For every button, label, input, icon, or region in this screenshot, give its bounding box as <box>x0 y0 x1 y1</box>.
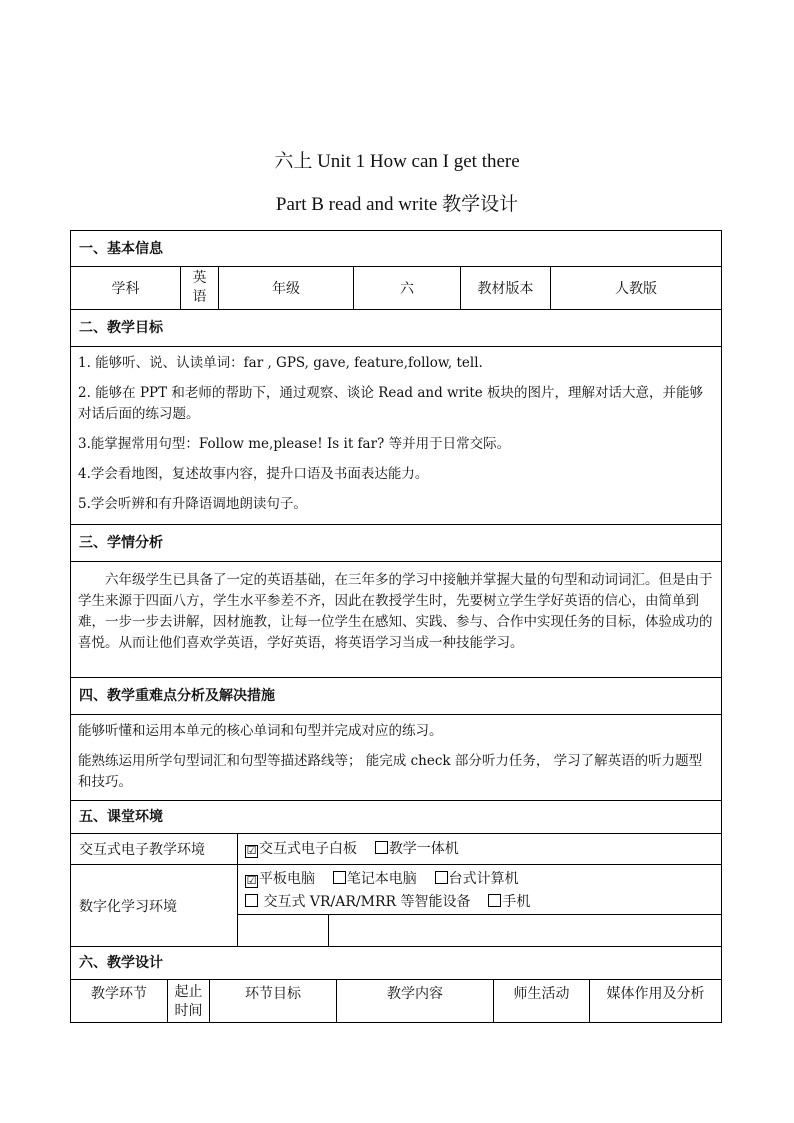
edition-value: 人教版 <box>615 281 657 297</box>
env1-option-whiteboard: 交互式电子白板 <box>259 840 357 857</box>
checkbox-icon[interactable] <box>245 894 258 907</box>
subject-value: 英语 <box>181 267 219 309</box>
empty-cell <box>238 915 329 946</box>
env1-label: 交互式电子教学环境 <box>71 834 238 864</box>
design-header-row <box>70 980 722 1023</box>
env-row-interactive <box>70 834 722 865</box>
col-time: 起止时间 <box>168 980 210 1022</box>
lesson-plan-table <box>70 230 722 1023</box>
env2-option-vr: 交互式 VR/AR/MRR 等智能设备 <box>259 894 471 910</box>
goals-body <box>70 347 722 525</box>
document-title: 六上 Unit 1 How can I get there <box>274 151 520 172</box>
col-content: 教学内容 <box>337 980 494 1022</box>
section-environment-heading: 五、课堂环境 <box>70 801 722 834</box>
goal-item: 5.学会听辨和有升降语调地朗读句子。 <box>78 496 307 512</box>
col-media: 媒体作用及分析 <box>606 986 705 1002</box>
checked-box-icon[interactable]: ☑ <box>246 843 257 857</box>
checkbox-icon[interactable] <box>435 871 448 884</box>
checked-box-icon[interactable]: ☑ <box>246 874 257 887</box>
key-point-line: 能熟练运用所学句型词汇和句型等描述路线等； 能完成 check 部分听力任务， 学习了解英语的听力题型和技巧。 <box>78 753 703 790</box>
grade-label: 年级 <box>219 267 354 309</box>
env2-label: 数字化学习环境 <box>71 865 238 946</box>
env-row-digital <box>70 865 722 947</box>
edition-label: 教材版本 <box>461 267 551 309</box>
goal-item: 1. 能够听、说、认读单词：far , GPS, gave, feature,follow, tell. <box>78 355 483 371</box>
section-analysis-heading: 三、学情分析 <box>70 525 722 562</box>
goal-item: 2. 能够在 PPT 和老师的帮助下，通过观察、谈论 Read and write 板块的图片，理解对话大意，并能够对话后面的练习题。 <box>78 385 704 422</box>
env2-option-tablet: 平板电脑 <box>259 871 315 887</box>
env2-option-laptop: 笔记本电脑 <box>346 871 417 887</box>
env2-option-desktop: 台式计算机 <box>448 871 519 887</box>
section-basic-info-heading: 一、基本信息 <box>70 230 722 267</box>
checkbox-icon[interactable] <box>488 894 501 907</box>
env1-option-allinone: 教学一体机 <box>388 840 459 857</box>
env2-option-phone: 手机 <box>502 894 531 910</box>
analysis-text: 六年级学生已具备了一定的英语基础，在三年多的学习中接触并掌握大量的句型和动词词汇。但是由于学生来源于四面八方，学生水平参差不齐，因此在教授学生时，先要树立学生学好英语的信心，由简单到难，一步一步去讲解，因材施教，让每一位学生在感知、实践、参与、合作中实现任务的目标，体验成功的喜悦。从而让他们喜欢学英语，学好英语，将英语学习当成一种技能学习。 <box>78 572 713 651</box>
analysis-body <box>70 562 722 678</box>
env2-extra-row <box>238 914 721 946</box>
key-points-body <box>70 715 722 801</box>
goal-item: 3.能掌握常用句型：Follow me,please! Is it far? 等并用于日常交际。 <box>78 436 511 452</box>
col-teaching-stage: 教学环节 <box>71 980 168 1022</box>
section-key-points-heading: 四、教学重难点分析及解决措施 <box>70 678 722 715</box>
section-goals-heading: 二、教学目标 <box>70 310 722 347</box>
checkbox-icon[interactable] <box>333 871 346 884</box>
env2-options <box>238 865 721 914</box>
basic-info-row <box>70 267 722 310</box>
document-subtitle: Part B read and write 教学设计 <box>275 194 519 215</box>
col-stage-goal: 环节目标 <box>210 980 337 1022</box>
goal-item: 4.学会看地图，复述故事内容，提升口语及书面表达能力。 <box>78 466 429 482</box>
section-design-heading: 六、教学设计 <box>70 947 722 980</box>
col-activity: 师生活动 <box>494 980 590 1022</box>
key-point-line: 能够听懂和运用本单元的核心单词和句型并完成对应的练习。 <box>78 723 443 739</box>
subject-label: 学科 <box>71 267 181 309</box>
env1-options <box>238 834 721 864</box>
grade-value: 六 <box>354 267 461 309</box>
checkbox-icon[interactable] <box>375 841 388 854</box>
